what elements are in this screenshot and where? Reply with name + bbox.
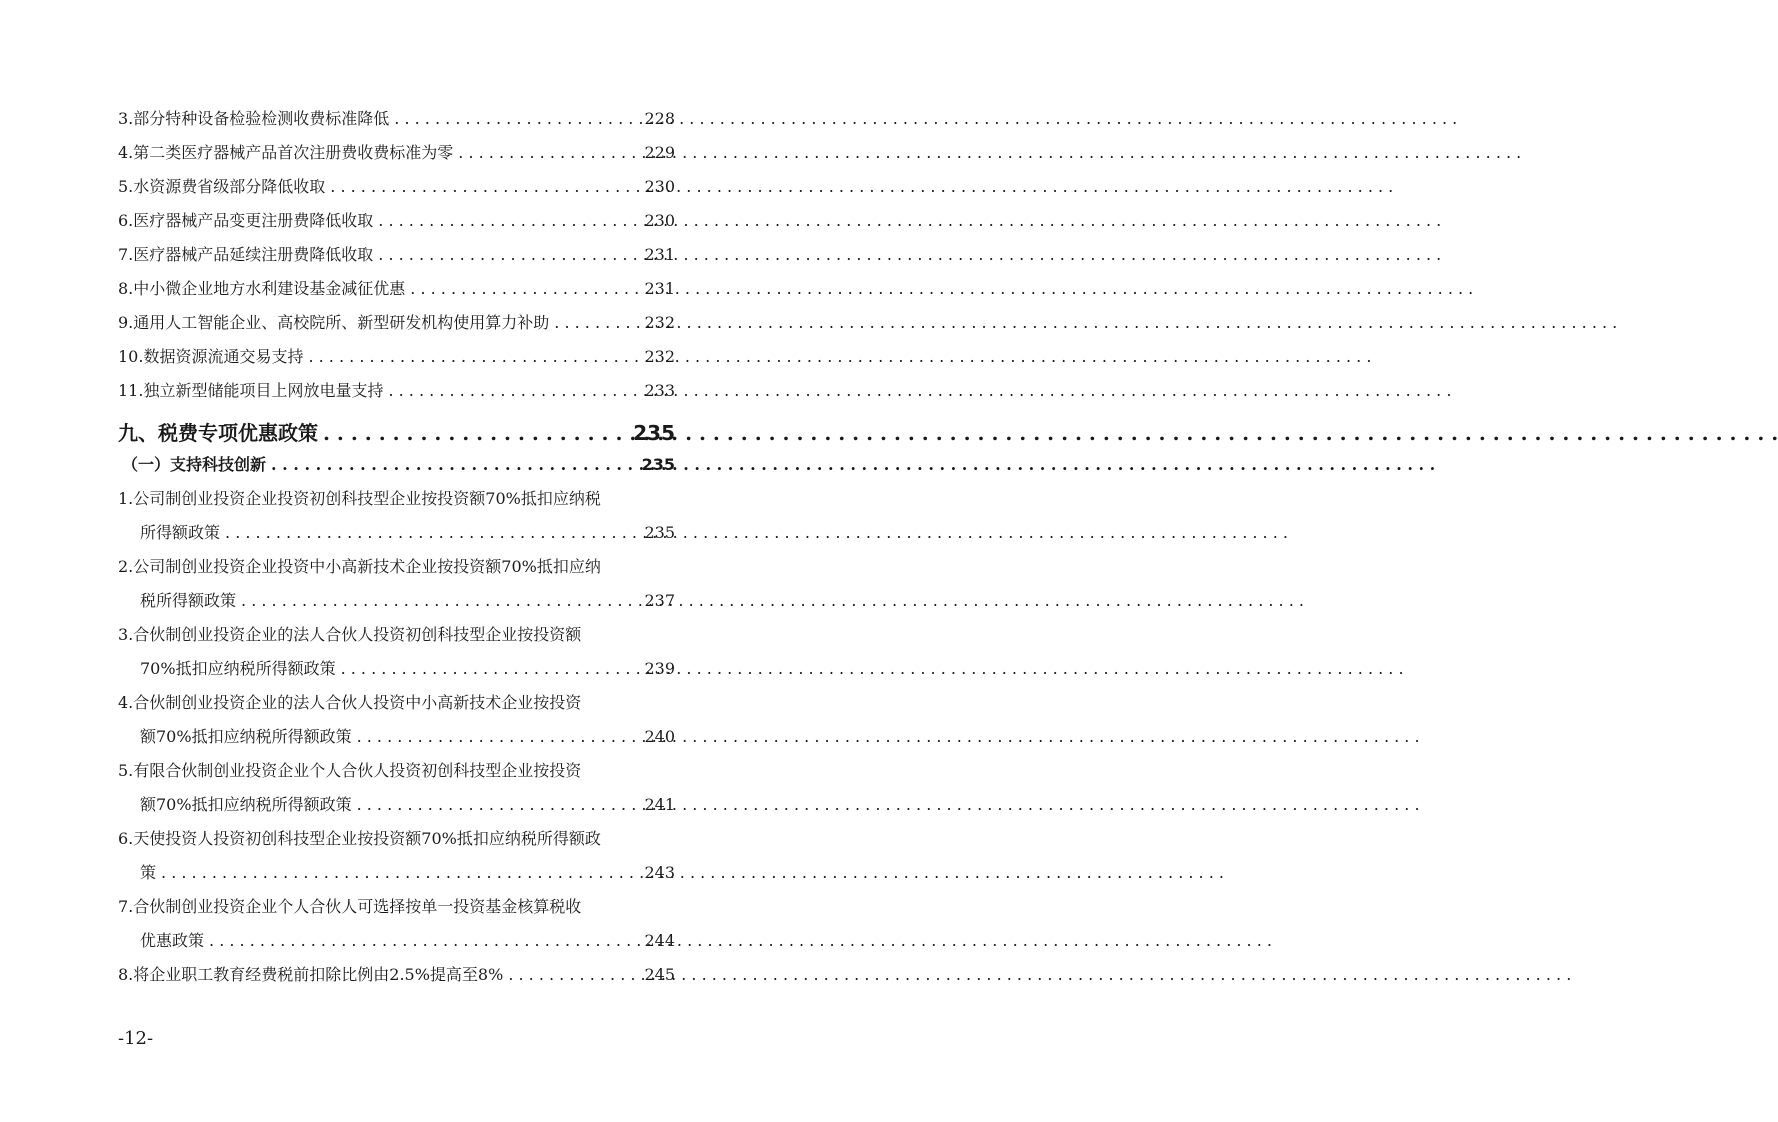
toc-entry[interactable] [118,488,675,544]
toc-entry-continuation [118,658,675,680]
dot-leader [388,380,639,402]
toc-page-number: 240 [644,727,675,746]
toc-page-number: 233 [644,381,675,400]
toc-entry-title-cont: 策 [140,863,157,882]
toc-entry[interactable] [118,244,675,266]
toc-section-heading[interactable] [118,420,675,446]
dot-leader [161,862,639,884]
toc-page-number: 235 [633,421,675,445]
toc-entry[interactable] [118,278,675,300]
dot-leader [394,108,639,130]
toc-entry[interactable] [118,380,675,402]
toc-entry-title: 7.医疗器械产品延续注册费降低收取 [118,245,374,264]
toc-page-number: 229 [644,143,675,162]
toc-page-number: 243 [644,863,675,882]
dot-leader [225,522,639,544]
toc-entry-title: 1.公司制创业投资企业投资初创科技型企业按投资额70%抵扣应纳税 [118,489,601,508]
toc-entry[interactable] [118,142,675,164]
dot-leader [378,244,639,266]
dot-leader [241,590,639,612]
toc-entry-continuation [118,590,675,612]
toc-page-number: 230 [644,177,675,196]
toc-entry-title: 9.通用人工智能企业、高校院所、新型研发机构使用算力补助 [118,313,550,332]
toc-entry-title: 5.有限合伙制创业投资企业个人合伙人投资初创科技型企业按投资 [118,761,582,780]
dot-leader [357,726,640,748]
toc-entry-continuation [118,930,675,952]
toc-page-number: 237 [644,591,675,610]
dot-leader [357,794,640,816]
toc-entry-title-cont: 额70%抵扣应纳税所得额政策 [140,727,352,746]
toc-entry-continuation [118,726,675,748]
dot-leader [330,176,639,198]
toc-entry-title-cont: 税所得额政策 [140,591,237,610]
toc-entry[interactable] [118,210,675,232]
toc-entry[interactable] [118,828,675,884]
document-page [0,0,794,1122]
toc-entry-title: 8.中小微企业地方水利建设基金减征优惠 [118,279,406,298]
toc-entry-title-cont: 所得额政策 [140,523,221,542]
dot-leader [308,346,639,368]
toc-entry[interactable] [118,346,675,368]
toc-entry-title: 2.公司制创业投资企业投资中小高新技术企业按投资额70%抵扣应纳 [118,557,601,576]
toc-entry[interactable] [118,312,675,334]
dot-leader [378,210,639,232]
toc-entry[interactable] [118,624,675,680]
toc-entry[interactable] [118,108,675,130]
dot-leader [410,278,639,300]
toc-page-number: 228 [644,109,675,128]
page-footer-number: -12- [118,1028,154,1049]
dot-leader [209,930,639,952]
toc-entry-title: 4.合伙制创业投资企业的法人合伙人投资中小高新技术企业按投资 [118,693,582,712]
toc-entry[interactable] [118,556,675,612]
toc-entry-title: 11.独立新型储能项目上网放电量支持 [118,381,384,400]
toc-page-number: 245 [644,965,675,984]
toc-page-number: 235 [644,523,675,542]
dot-leader [323,420,628,446]
toc-page-number: 235 [641,455,675,474]
toc-entry[interactable] [118,964,675,986]
toc-entry-title-cont: 70%抵扣应纳税所得额政策 [140,659,336,678]
toc-page-number: 232 [644,347,675,366]
toc-entry-title: 6.天使投资人投资初创科技型企业按投资额70%抵扣应纳税所得额政 [118,829,601,848]
toc-entry[interactable] [118,760,675,816]
toc-entry-title-cont: 额70%抵扣应纳税所得额政策 [140,795,352,814]
table-of-contents [118,100,675,986]
toc-entry-title: 7.合伙制创业投资企业个人合伙人可选择按单一投资基金核算税收 [118,897,582,916]
toc-page-number: 230 [644,211,675,230]
dot-leader [341,658,640,680]
toc-subsection-heading[interactable] [118,454,675,476]
toc-page-number: 231 [644,279,675,298]
toc-page-number: 241 [644,795,675,814]
toc-entry-title: 3.部分特种设备检验检测收费标准降低 [118,109,390,128]
toc-section-title: 九、税费专项优惠政策 [118,421,318,445]
toc-entry-title: 10.数据资源流通交易支持 [118,347,304,366]
toc-page-number: 244 [644,931,675,950]
toc-entry-continuation [118,862,675,884]
toc-entry[interactable] [118,692,675,748]
toc-entry-title: 3.合伙制创业投资企业的法人合伙人投资初创科技型企业按投资额 [118,625,582,644]
toc-entry-continuation [118,794,675,816]
dot-leader [554,312,639,334]
toc-entry-title: 6.医疗器械产品变更注册费降低收取 [118,211,374,230]
toc-subsection-title: （一）支持科技创新 [122,455,267,474]
toc-entry-title: 4.第二类医疗器械产品首次注册费收费标准为零 [118,143,454,162]
toc-entry-continuation [118,522,675,544]
toc-entry[interactable] [118,176,675,198]
dot-leader [508,964,639,986]
toc-entry-title: 5.水资源费省级部分降低收取 [118,177,326,196]
toc-page-number: 231 [644,245,675,264]
toc-entry-title: 8.将企业职工教育经费税前扣除比例由2.5%提高至8% [118,965,504,984]
toc-page-number: 232 [644,313,675,332]
dot-leader [458,142,639,164]
toc-page-number: 239 [644,659,675,678]
dot-leader [271,454,637,476]
toc-entry-title-cont: 优惠政策 [140,931,205,950]
toc-entry[interactable] [118,896,675,952]
